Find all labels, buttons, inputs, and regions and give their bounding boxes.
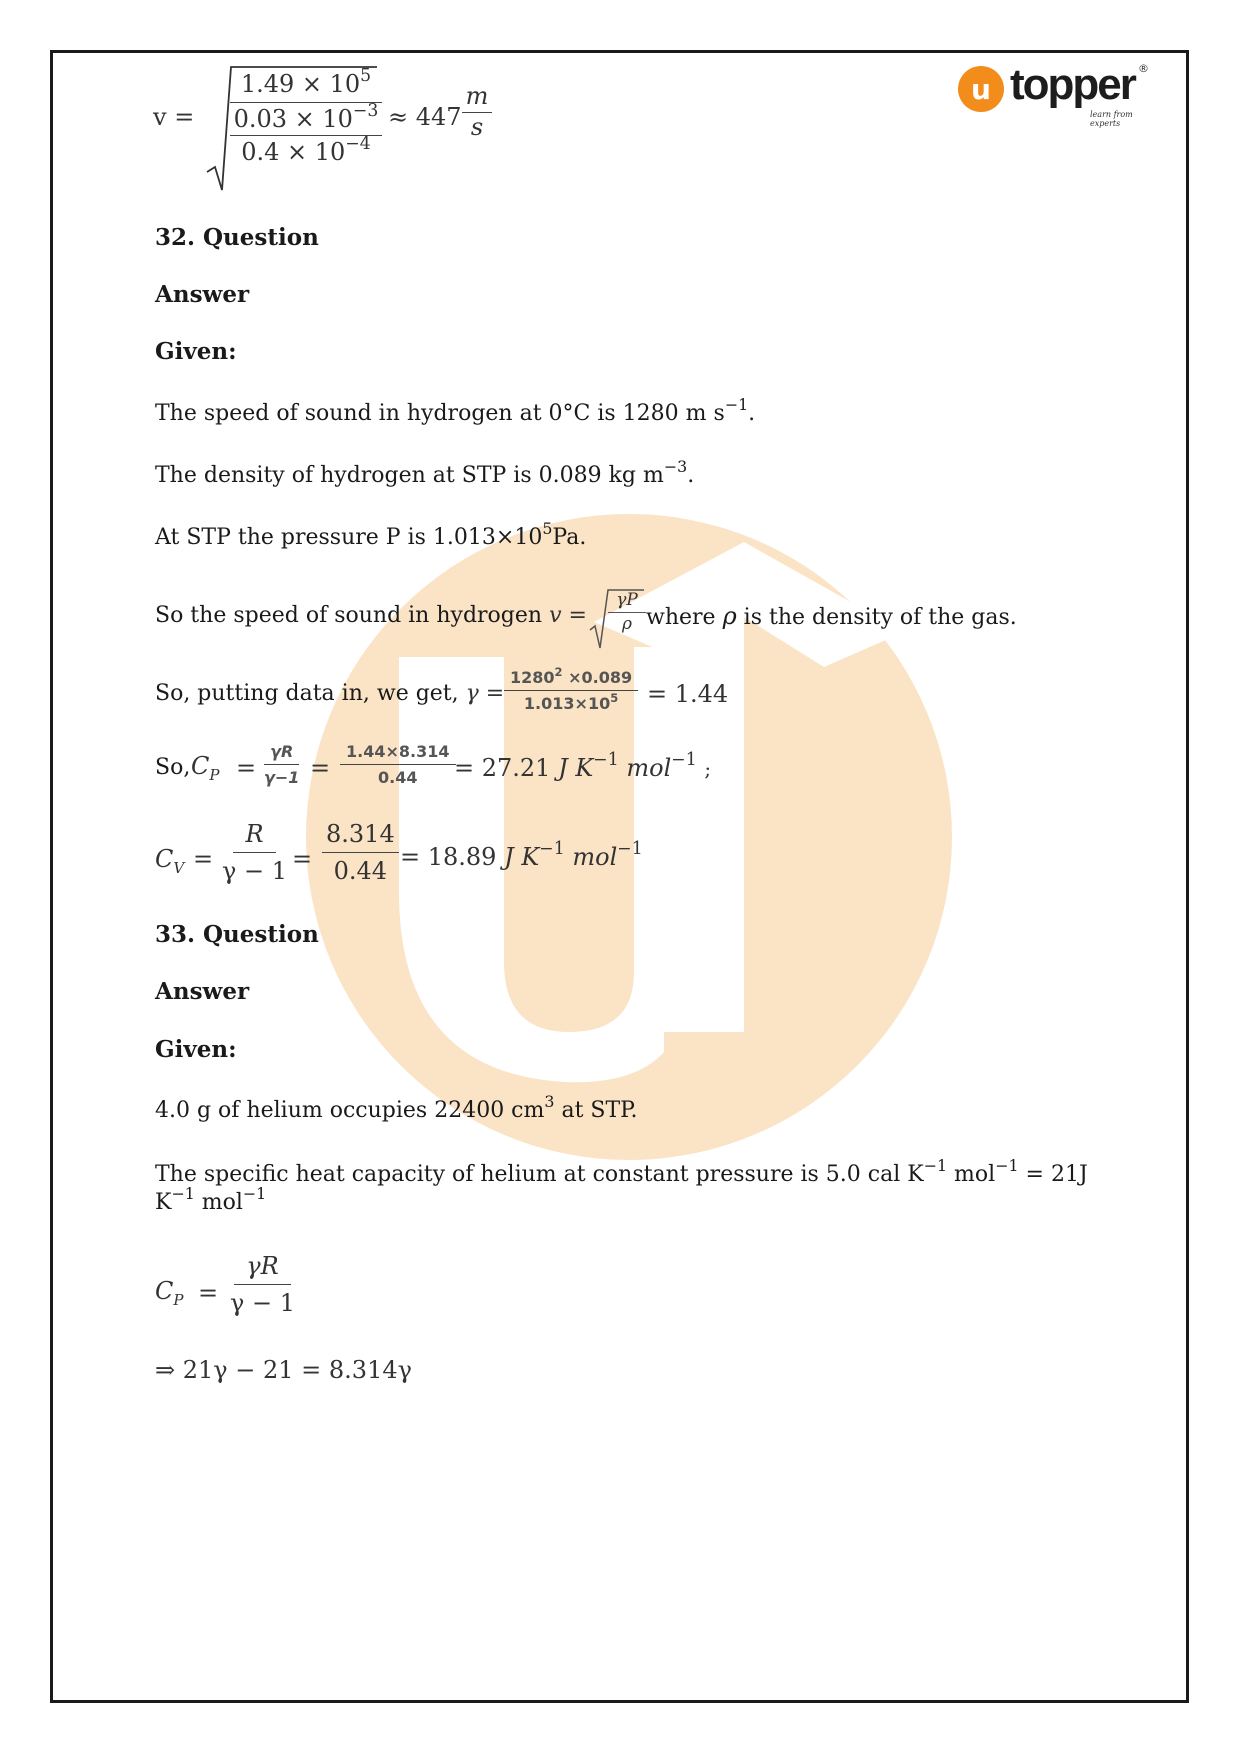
top-formula-lhs: v = (153, 103, 195, 131)
q32-speed-formula-line: So the speed of sound in hydrogen v = (155, 603, 587, 628)
q32-cp-fraction2: $\frac{1.44\times 8.314}{0.44}$ (340, 742, 456, 787)
q33-given-helium-volume: 4.0 g of helium occupies 22400 $cm^3$ at STP. (155, 1092, 638, 1123)
q32-cp-eq: = (236, 754, 257, 782)
q32-cv-symbol: $C_V$ (155, 845, 185, 877)
top-formula-fraction (230, 66, 382, 166)
q32-cp-eq2: = (310, 754, 331, 782)
top-formula-denominator-bottom: $0.4 \times 10^{-4}$ (241, 134, 371, 166)
q33-cp-symbol: $C_P$ (155, 1277, 184, 1309)
top-formula-unit: m s (462, 82, 492, 141)
q33-given-specific-heat: The specific heat capacity of helium at constant pressure is 5.0 cal $K^{-1}$ mol$^{-1}$ = 21J $K^{-1}$ mol$^{-1}$ (155, 1156, 1088, 1215)
q32-cv-fraction1: $\frac{R}{\gamma - 1}$ (222, 820, 287, 885)
q32-given-pressure: At STP the pressure P is $1.013\times 10^5Pa$. (155, 519, 587, 550)
q32-answer-label: Answer (155, 281, 250, 308)
q32-cp-symbol: $C_P$ (191, 752, 220, 784)
q32-given-label: Given: (155, 338, 237, 365)
logo-registered: ® (1138, 62, 1149, 75)
q32-cp-prefix: So, (155, 755, 191, 780)
q33-given-label: Given: (155, 1036, 237, 1063)
logo-name: topper (1010, 60, 1135, 109)
q32-speed-fraction: γP ρ (608, 590, 646, 634)
q32-heading: 32. Question (155, 224, 319, 251)
brand-logo (958, 60, 1149, 128)
q32-cv-result: = 18.89 J $K^{-1}$ mol$^{-1}$ (400, 839, 643, 871)
q32-gamma-numerator: $1280^2 \times 0.089$ (504, 668, 638, 691)
top-formula-result: ≈ 447 (388, 103, 462, 131)
q33-heading: 33. Question (155, 921, 319, 948)
q32-gamma-fraction (504, 664, 638, 713)
q32-cv-fraction2: $\frac{8.314}{0.44}$ (322, 820, 399, 885)
q32-gamma-result: = 1.44 (647, 680, 729, 708)
top-formula-denominator-top: $0.03 \times 10^{-3}$ (230, 103, 382, 136)
q33-cp-fraction: $\frac{\gamma R}{\gamma - 1}$ (230, 1252, 295, 1317)
top-formula-numerator: $1.49 \times 10^5$ (230, 70, 382, 103)
q32-gamma-denominator: $1.013\times 10^5$ (523, 690, 619, 713)
q32-given-speed: The speed of sound in hydrogen at 0°C is 1280 m $s^{-1}$. (155, 395, 756, 426)
q32-cv-eq: = (193, 845, 214, 873)
q33-result-equation: ⇒ 21γ − 21 = 8.314γ (155, 1356, 412, 1384)
q33-answer-label: Answer (155, 978, 250, 1005)
q33-cp-eq: = (198, 1279, 219, 1307)
logo-mark-icon: u (958, 66, 1004, 112)
q32-gamma-label: So, putting data in, we get, γ = (155, 681, 505, 706)
q32-speed-formula-tail: where ρ is the density of the gas. (646, 602, 1017, 630)
logo-tagline: learn from experts (1090, 110, 1133, 128)
q32-cp-result: = 27.21 J $K^{-1}$ mol$^{-1}$ ; (454, 750, 712, 782)
q32-given-density: The density of hydrogen at STP is 0.089 kg $m^{-3}$. (155, 457, 695, 488)
q32-cp-fraction1: $\frac{\gamma R}{\gamma-1}$ (264, 742, 300, 787)
q32-cv-eq2: = (292, 845, 313, 873)
